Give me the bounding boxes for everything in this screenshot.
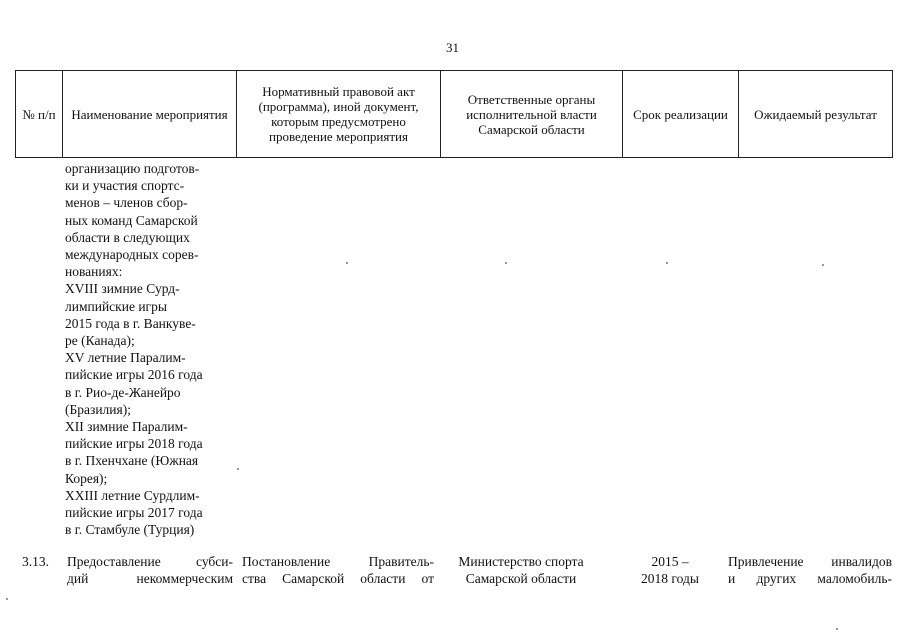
- row-3-13-responsible: [440, 553, 602, 587]
- row-3-13-document: [242, 553, 434, 587]
- text-line: пийские игры 2018 года: [65, 436, 203, 452]
- scan-speck: [6, 598, 8, 600]
- text-line: 2015 года в г. Ванкуве-: [65, 315, 196, 331]
- scan-speck: [666, 262, 668, 264]
- text-line: ре (Канада);: [65, 333, 135, 349]
- text-line: лимпийские игры: [65, 298, 167, 314]
- text-line: в г. Рио-де-Жанейро: [65, 384, 181, 400]
- text-line: менов – членов сбор-: [65, 195, 188, 211]
- text-line: Министерство спорта: [458, 554, 584, 569]
- text-line: нованиях:: [65, 264, 123, 280]
- scan-speck: [505, 262, 507, 264]
- table-header: [15, 70, 893, 158]
- text-line: XII зимние Паралим-: [65, 419, 188, 435]
- text-line: дий некоммерческим: [67, 571, 233, 586]
- scan-speck: [822, 264, 824, 266]
- row-3-13-term: [622, 553, 718, 587]
- row-3-13-number: 3.13.: [22, 554, 49, 569]
- text-line: ства Самарской области от: [242, 571, 434, 586]
- text-line: в г. Стамбуле (Турция): [65, 522, 195, 538]
- continued-measure-text: [65, 160, 231, 538]
- text-line: пийские игры 2017 года: [65, 505, 203, 521]
- text-line: (Бразилия);: [65, 401, 131, 417]
- text-line: XV летние Паралим-: [65, 350, 186, 366]
- header-col-document: Нормативный правовой акт (программа), иной документ, которым предусмотрено проведение мероприятия: [236, 71, 440, 157]
- header-col-result: Ожидаемый результат: [738, 71, 892, 157]
- row-3-13-result: [728, 553, 892, 587]
- scan-speck: [237, 468, 239, 470]
- text-line: ных команд Самарской: [65, 212, 198, 228]
- text-line: области в следующих: [65, 229, 190, 245]
- text-line: XXIII летние Сурдлим-: [65, 487, 200, 503]
- text-line: Самарской области: [465, 571, 577, 586]
- header-col-responsible: Ответственные органы исполнительной власти Самарской области: [440, 71, 622, 157]
- text-line: 2018 годы: [641, 571, 699, 586]
- text-line: ки и участия спортс-: [65, 178, 185, 194]
- text-line: 2015 –: [651, 554, 689, 569]
- header-col-term: Срок реализации: [622, 71, 738, 157]
- text-line: Предоставление субси-: [67, 554, 233, 569]
- text-line: Привлечение инвалидов: [728, 554, 892, 569]
- header-col-name: Наименование мероприятия: [62, 71, 236, 157]
- header-col-number: № п/п: [22, 106, 56, 122]
- text-line: в г. Пхенчхане (Южная: [65, 453, 199, 469]
- text-line: организацию подготов-: [65, 161, 200, 176]
- page-number: 31: [446, 40, 459, 55]
- text-line: Корея);: [65, 470, 108, 486]
- text-line: Постановление Правитель-: [242, 554, 434, 569]
- text-line: и других маломобиль-: [728, 571, 892, 586]
- scan-speck: [836, 628, 838, 630]
- text-line: XVIII зимние Сурд-: [65, 281, 180, 297]
- row-3-13-name: [67, 553, 233, 587]
- text-line: международных сорев-: [65, 247, 199, 263]
- text-line: пийские игры 2016 года: [65, 367, 203, 383]
- scan-speck: [346, 262, 348, 264]
